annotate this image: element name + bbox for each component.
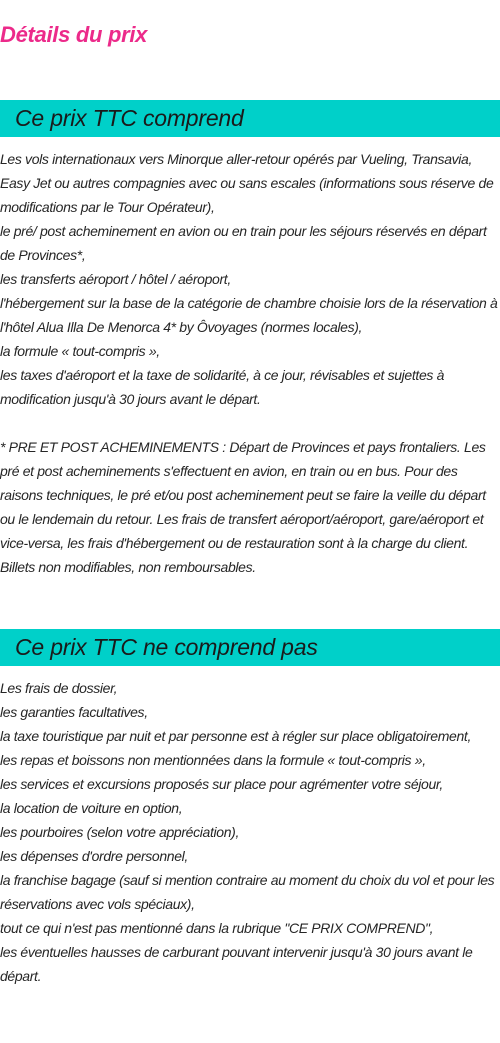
included-item: l'hébergement sur la base de la catégorie de chambre choisie lors de la réservation à l'hôtel Alua Illa De Menorca 4* by Ôvoyages (normes locales), bbox=[0, 295, 498, 335]
excluded-item: les services et excursions proposés sur place pour agrémenter votre séjour, bbox=[0, 776, 443, 792]
included-item: Les vols internationaux vers Minorque aller-retour opérés par Vueling, Transavia, Easy Jet ou autres compagnies avec ou sans escales (informations sous réserve de modifications par le Tour Opérateur), bbox=[0, 151, 494, 215]
page-title: Détails du prix bbox=[0, 22, 148, 47]
included-item: les transferts aéroport / hôtel / aéroport, bbox=[0, 271, 231, 287]
transfer-note bbox=[0, 435, 500, 579]
excluded-item: la taxe touristique par nuit et par personne est à régler sur place obligatoirement, bbox=[0, 728, 471, 744]
excluded-item: les éventuelles hausses de carburant pouvant intervenir jusqu'à 30 jours avant le départ. bbox=[0, 944, 473, 984]
excluded-item: les pourboires (selon votre appréciation), bbox=[0, 824, 239, 840]
excluded-item: les garanties facultatives, bbox=[0, 704, 148, 720]
included-list bbox=[0, 147, 500, 411]
excluded-item: la location de voiture en option, bbox=[0, 800, 183, 816]
excluded-item: Les frais de dossier, bbox=[0, 680, 118, 696]
excluded-list bbox=[0, 676, 500, 988]
excluded-section-header bbox=[0, 629, 500, 666]
excluded-item: les repas et boissons non mentionnées dans la formule « tout-compris », bbox=[0, 752, 426, 768]
excluded-item: la franchise bagage (sauf si mention contraire au moment du choix du vol et pour les réservations avec vols spéciaux), bbox=[0, 872, 495, 912]
included-item: les taxes d'aéroport et la taxe de solidarité, à ce jour, révisables et sujettes à modification jusqu'à 30 jours avant le départ. bbox=[0, 367, 445, 407]
included-item: le pré/ post acheminement en avion ou en train pour les séjours réservés en départ de Provinces*, bbox=[0, 223, 487, 263]
included-item: la formule « tout-compris », bbox=[0, 343, 160, 359]
included-section-header bbox=[0, 100, 500, 137]
transfer-note-text: * PRE ET POST ACHEMINEMENTS : Départ de Provinces et pays frontaliers. Les pré et post acheminements s'effectuent en avion, en train ou en bus. Pour des raisons techniques, le pré et/ou post acheminement peut se faire la veille du départ ou le lendemain du retour. Les frais de transfert aéroport/aéroport, gare/aéroport et vice-versa, les frais d'hébergement ou de restauration sont à la charge du client. Billets non modifiables, non remboursables. bbox=[0, 439, 486, 575]
excluded-item: tout ce qui n'est pas mentionné dans la rubrique "CE PRIX COMPREND", bbox=[0, 920, 434, 936]
included-heading: Ce prix TTC comprend bbox=[15, 105, 244, 131]
excluded-item: les dépenses d'ordre personnel, bbox=[0, 848, 188, 864]
excluded-heading: Ce prix TTC ne comprend pas bbox=[15, 634, 318, 660]
